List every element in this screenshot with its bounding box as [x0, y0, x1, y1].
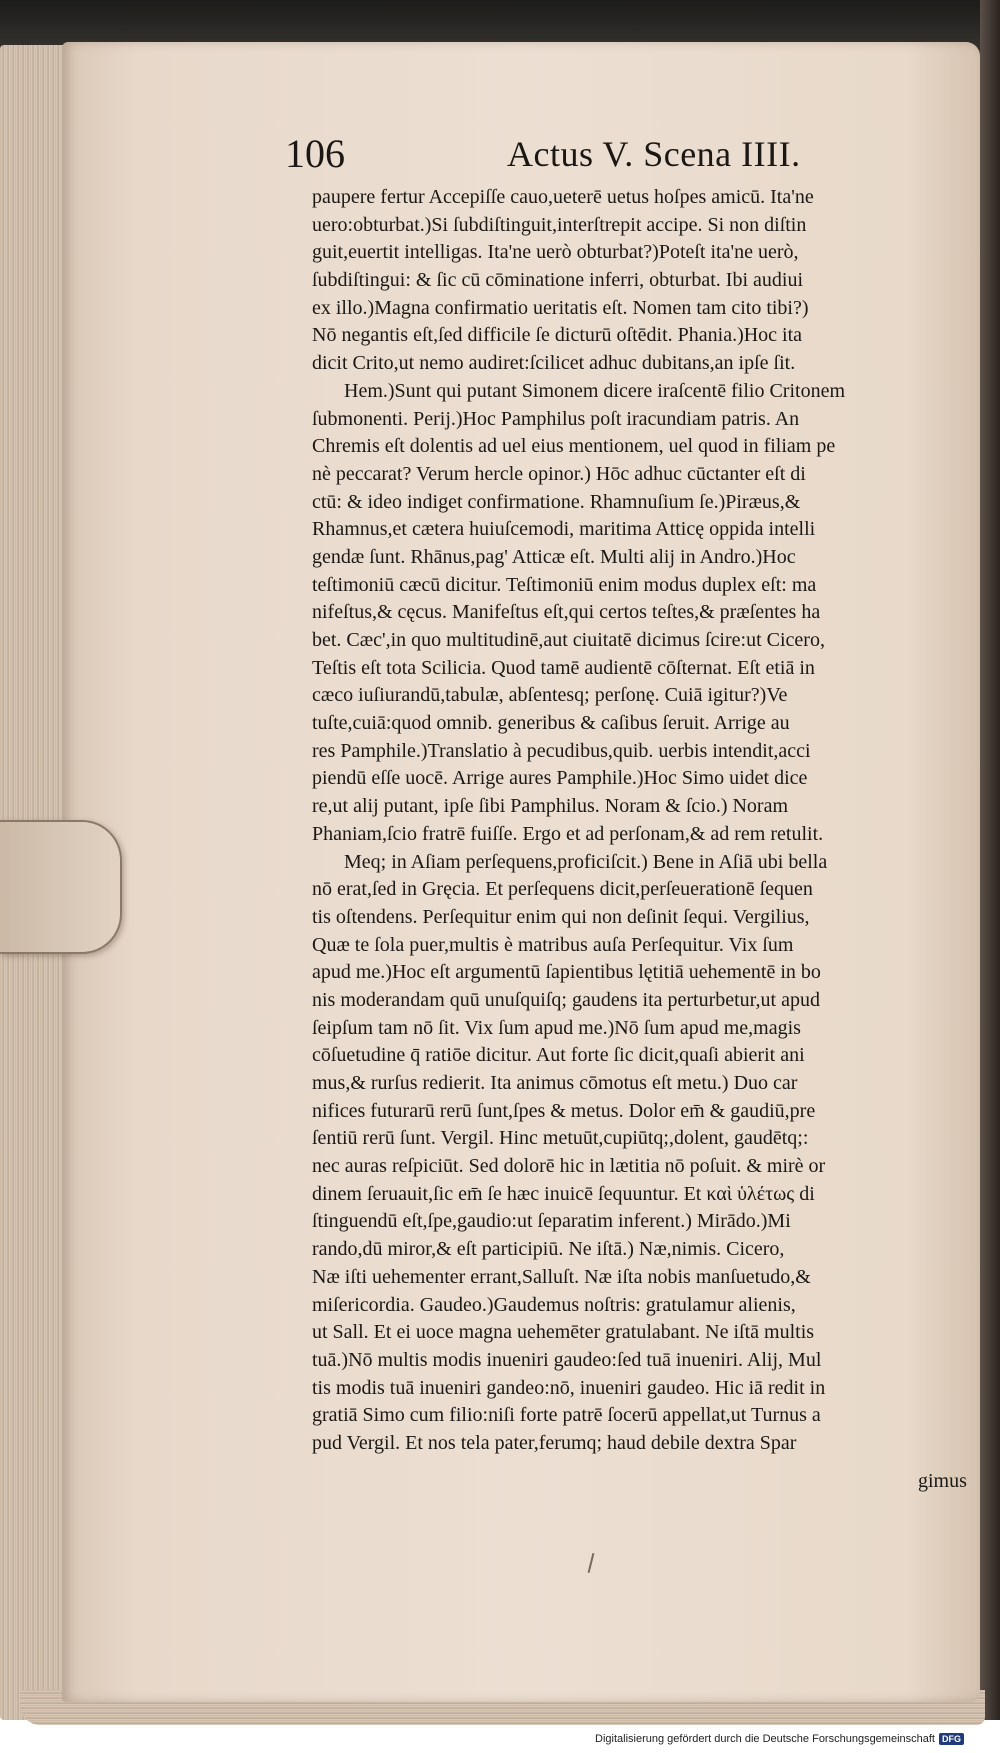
- text-line: nè peccarat? Verum hercle opinor.) Hōc adhuc cūctanter eſt di: [312, 462, 806, 485]
- text-line: ctū: & ideo indiget confirmatione. Rhamnuſium ſe.)Piræus,&: [312, 490, 801, 513]
- text-line: Meq; in Aſiam perſequens,proficiſcit.) Bene in Aſiā ubi bella: [344, 850, 828, 873]
- text-line: pud Vergil. Et nos tela pater,ferumq; haud debile dextra Spar: [312, 1431, 797, 1454]
- text-line: Nō negantis eſt,ſed difficile ſe dicturū oſtēdit. Phania.)Hoc ita: [312, 324, 803, 347]
- text-line: Phaniam,ſcio fratrē fuiſſe. Ergo et ad perſonam,& ad rem retulit.: [312, 822, 824, 845]
- body-text: [312, 184, 982, 1458]
- text-line: Quæ te ſola puer,multis è matribus auſa Perſequitur. Vix ſum: [312, 933, 794, 956]
- text-line: re,ut alij putant, ipſe ſibi Pamphilus. Noram & ſcio.) Noram: [312, 795, 789, 818]
- credit-text: Digitalisierung gefördert durch die Deutsche Forschungsgemeinschaft: [595, 1733, 935, 1745]
- text-line: nifices futurarū rerū ſunt,ſpes & metus. Dolor em̄ & gaudiū,pre: [312, 1099, 816, 1122]
- text-line: paupere fertur Accepiſſe cauo,ueterē uetus hoſpes amicū. Ita'ne: [312, 186, 814, 208]
- text-line: nifeſtus,& cęcus. Manifeſtus eſt,qui certos teſtes,& præſentes ha: [312, 601, 821, 624]
- digitization-credit: [595, 1733, 964, 1745]
- dfg-logo: DFG: [939, 1733, 964, 1745]
- text-line: tuſte,cuiā:quod omnib. generibus & caſibus ſeruit. Arrige au: [312, 712, 790, 735]
- text-line: mus,& rurſus redierit. Ita animus cōmotus eſt metu.) Duo car: [312, 1072, 798, 1094]
- text-line: ex illo.)Magna confirmatio ueritatis eſt. Nomen tam cito tibi?): [312, 296, 809, 319]
- text-line: uero:obturbat.)Si ſubdiſtinguit,interſtrepit accipe. Si non diſtin: [312, 213, 807, 236]
- text-line: dinem ſeruauit,ſic em̄ ſe hæc inuicē ſequuntur. Et καὶ ὑλέτως di: [312, 1182, 815, 1205]
- text-line: cæco iuſiurandū,tabulæ, abſentesq; perſonę. Cuiā igitur?)Ve: [312, 684, 788, 707]
- text-line: tuā.)Nō multis modis inueniri gaudeo:ſed tuā inueniri. Alij, Mul: [312, 1348, 822, 1371]
- text-line: cōſuetudine q̄ ratiōe dicitur. Aut forte ſic dicit,quaſi abierit ani: [312, 1044, 805, 1067]
- running-head: Actus V. Scena IIII.: [507, 134, 801, 174]
- text-line: res Pamphile.)Translatio à pecudibus,quib. uerbis intendit,acci: [312, 739, 811, 762]
- text-line: nec auras reſpiciūt. Sed dolorē hic in lætitia nō poſuit. & mirè or: [312, 1155, 826, 1178]
- text-line: Teſtis eſt tota Scilicia. Quod tamē audientē cōſternat. Eſt etiā in: [312, 656, 815, 679]
- text-line: ſubdiſtingui: & ſic cū cōminatione inferri, obturbat. Ibi audiui: [312, 269, 804, 292]
- text-line: nis moderandam quū unuſquiſq; gaudens ita perturbetur,ut apud: [312, 988, 820, 1011]
- text-line: nō erat,ſed in Gręcia. Et perſequens dicit,perſeuerationē ſequen: [312, 878, 813, 901]
- page-header: [285, 130, 895, 178]
- text-line: ſtinguendū eſt,ſpe,gaudio:ut ſeparatim inferent.) Mirādo.)Mi: [312, 1210, 791, 1233]
- text-line: miſericordia. Gaudeo.)Gaudemus noſtris: gratulamur alienis,: [312, 1293, 796, 1316]
- text-line: Rhamnus,et cætera huiuſcemodi, maritima Atticę oppida intelli: [312, 518, 816, 541]
- text-line: gendæ ſunt. Rhānus,pag' Atticæ eſt. Multi alij in Andro.)Hoc: [312, 545, 796, 568]
- text-line: gratiā Simo cum filio:niſi forte patrē ſocerū appellat,ut Turnus a: [312, 1404, 821, 1427]
- text-line: rando,dū miror,& eſt participiū. Ne iſtā.) Næ,nimis. Cicero,: [312, 1238, 785, 1261]
- text-line: Næ iſti uehementer errant,Salluſt. Næ iſta nobis manſuetudo,&: [312, 1265, 811, 1288]
- catchword: gimus: [918, 1470, 967, 1492]
- text-line: Chremis eſt dolentis ad uel eius mentionem, uel quod in filiam pe: [312, 435, 836, 458]
- scan-background-right: [980, 0, 1000, 1720]
- bookmark-ribbon: [0, 820, 122, 954]
- text-line: Hem.)Sunt qui putant Simonem dicere iraſcentē filio Critonem: [344, 379, 845, 402]
- text-line: ſentiū rerū ſunt. Vergil. Hinc metuūt,cupiūtq;,dolent, gaudētq;:: [312, 1127, 809, 1150]
- text-line: piendū eſſe uocē. Arrige aures Pamphile.)Hoc Simo uidet dice: [312, 767, 808, 790]
- text-line: tis modis tuā inueniri gandeo:nō, inueniri gaudeo. Hic iā redit in: [312, 1376, 826, 1399]
- text-line: bet. Cæc',in quo multitudinē,aut ciuitatē dicimus ſcire:ut Cicero,: [312, 629, 825, 651]
- text-line: guit,euertit intelligas. Ita'ne uerò obturbat?)Poteſt ita'ne uerò,: [312, 241, 799, 264]
- text-line: apud me.)Hoc eſt argumentū ſapientibus lętitiā uehementē in bo: [312, 961, 821, 984]
- text-line: ſubmonenti. Perij.)Hoc Pamphilus poſt iracundiam patris. An: [312, 407, 800, 430]
- text-line: ſeipſum tam nō ſit. Vix ſum apud me.)Nō ſum apud me,magis: [312, 1016, 801, 1039]
- page-number: 106: [285, 131, 345, 176]
- text-line: teſtimoniū cæcū dicitur. Teſtimoniū enim modus duplex eſt: ma: [312, 573, 817, 596]
- text-line: tis oſtendens. Perſequitur enim qui non deſinit ſequi. Vergilius,: [312, 905, 810, 928]
- text-line: dicit Crito,ut nemo audiret:ſcilicet adhuc dubitans,an ipſe ſit.: [312, 352, 796, 375]
- text-line: ut Sall. Et ei uoce magna uehemēter gratulabant. Ne iſtā multis: [312, 1321, 815, 1344]
